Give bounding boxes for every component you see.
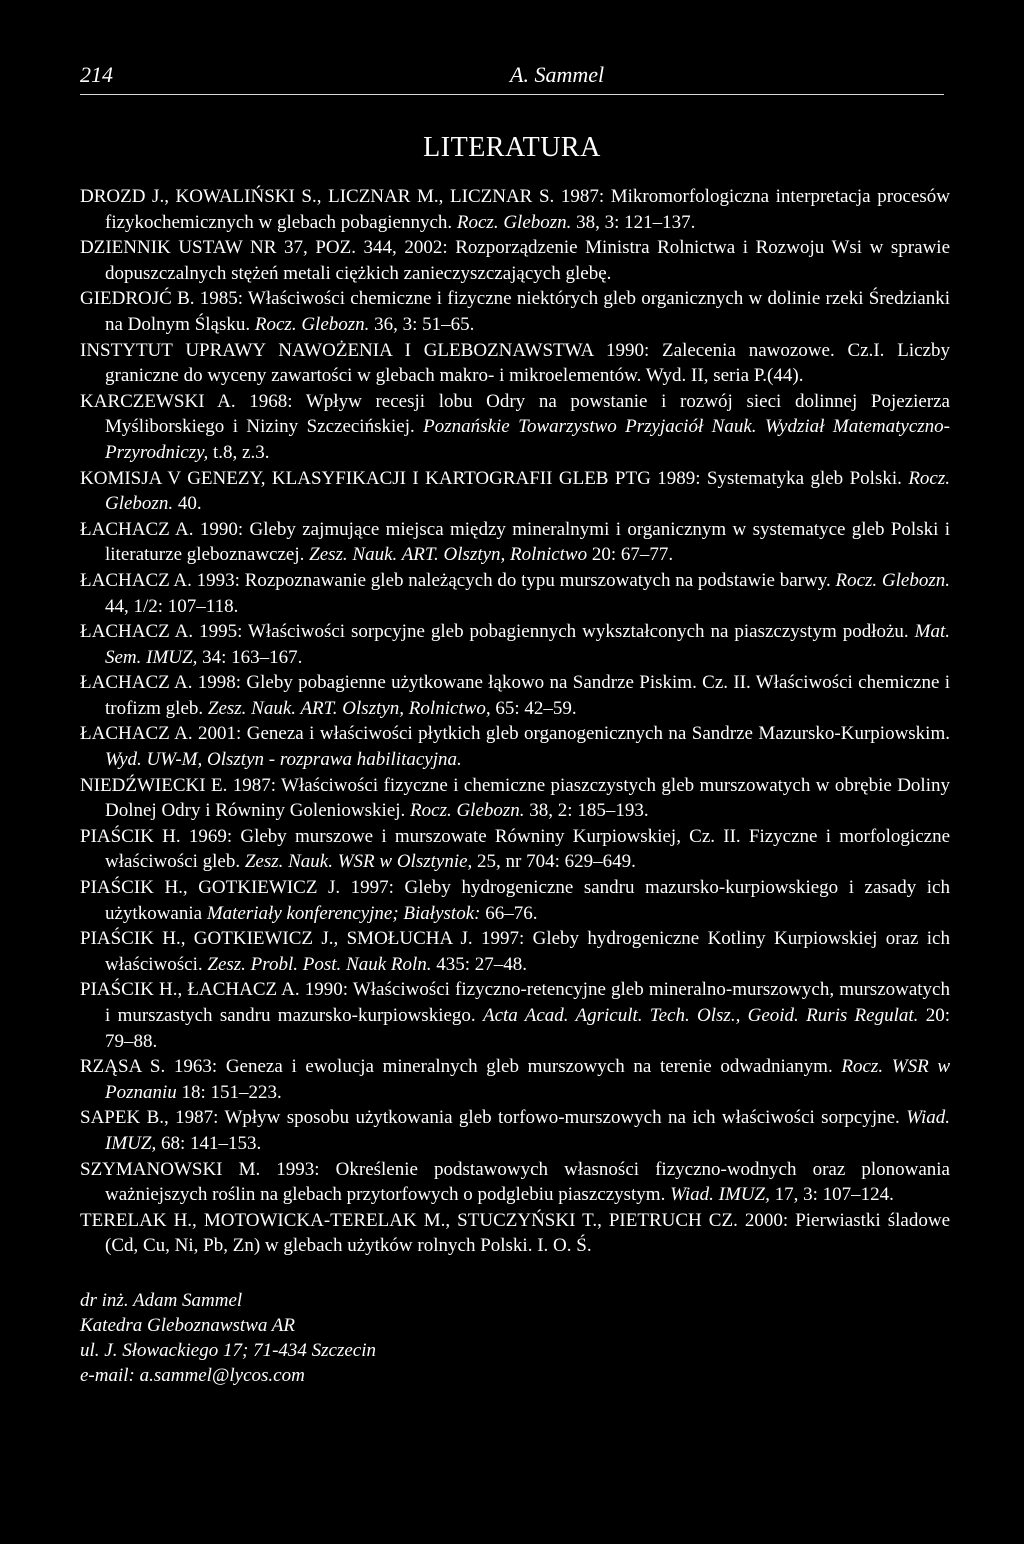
address-line: dr inż. Adam Sammel [80,1290,243,1311]
reference-entry [80,926,950,977]
reference-text: 25, nr 704: 629–649. [472,851,636,873]
reference-text: 435: 27–48. [431,953,528,975]
reference-text: 36, 3: 51–65. [369,313,475,335]
reference-journal: Rocz. WSR w Poznaniu [105,1056,951,1103]
reference-entry [80,184,950,235]
reference-entry [80,1157,950,1208]
reference-text: RZĄSA S. 1963: Geneza i ewolucja mineralnych gleb murszowych na terenie odwadnianym. [80,1056,842,1078]
reference-entry [80,1208,950,1259]
reference-text: 40. [173,493,202,515]
running-header [80,58,944,95]
reference-text: PIAŚCIK H., GOTKIEWICZ J., SMOŁUCHA J. 1997: Gleby hydrogeniczne Kotliny Kurpiowskiej oraz ich właściwości. [80,928,950,975]
reference-journal: Rocz. Glebozn. [456,211,572,233]
reference-journal: Materiały konferencyjne; Białystok: [206,902,481,924]
reference-text: PIAŚCIK H., ŁACHACZ A. 1990: Właściwości fizyczno-retencyjne gleb mineralno-murszowych, murszowatych i murszastych sandru mazursko-kurpiowskiego. [80,979,950,1026]
reference-text: 34: 163–167. [197,646,303,668]
reference-entry [80,721,950,772]
section-title [0,132,1024,164]
reference-journal: Rocz. Glebozn. [254,313,370,335]
reference-entry [80,619,950,670]
reference-entry [80,338,950,389]
author-address [80,1288,680,1388]
section-title-text: LITERATURA [423,132,601,163]
reference-text: 20: 79–88. [105,1005,950,1052]
reference-entry [80,389,950,466]
reference-text: 38, 3: 121–137. [571,211,696,233]
reference-list [80,184,950,1259]
reference-text: ŁACHACZ A. 1993: Rozpoznawanie gleb należących do typu murszowatych na podstawie barwy. [80,569,836,591]
reference-text: PIAŚCIK H. 1969: Gleby murszowe i murszowate Równiny Kurpiowskiej, Cz. II. Fizyczne i morfologiczne właściwości gleb. [80,825,950,873]
reference-entry [80,670,950,721]
reference-entry [80,1054,950,1105]
reference-text: t.8, z.3. [208,441,270,463]
reference-text: 18: 151–223. [176,1081,282,1103]
reference-text: 44, 1/2: 107–118. [105,595,239,617]
reference-entry [80,977,950,1054]
reference-journal: Wyd. UW-M, Olsztyn - rozprawa habilitacyjna. [105,749,462,771]
reference-journal: Rocz. Glebozn. [835,569,951,591]
reference-entry [80,773,950,824]
reference-text: KOMISJA V GENEZY, KLASYFIKACJI I KARTOGRAFII GLEB PTG 1989: Systematyka gleb Polski. [80,467,909,489]
reference-text: 66–76. [480,902,538,924]
reference-text: SZYMANOWSKI M. 1993: Określenie podstawowych własności fizyczno-wodnych oraz plonowania ważniejszych roślin na glebach przytorfowych o podglebiu piaszczystym. [80,1158,950,1206]
reference-text: GIEDROJĆ B. 1985: Właściwości chemiczne i fizyczne niektórych gleb organicznych w dolinie rzeki Średzianki na Dolnym Śląsku. [80,288,950,335]
reference-entry [80,1105,950,1156]
reference-text: 38, 2: 185–193. [524,800,649,822]
reference-journal: Wiad. IMUZ, [670,1184,770,1206]
reference-text: ŁACHACZ A. 1990: Gleby zajmujące miejsca między mineralnymi i organicznym w systematyce gleb Polski i literaturze gleboznawczej. [80,518,950,566]
reference-journal: Wiad. IMUZ, [105,1107,950,1154]
reference-text: KARCZEWSKI A. 1968: Wpływ recesji lobu Odry na powstanie i rozwój sieci dolinnej Pojezierza Myśliborskiego i Niziny Szczecińskiej. [80,390,950,438]
reference-text: PIAŚCIK H., GOTKIEWICZ J. 1997: Gleby hydrogeniczne sandru mazursko-kurpiowskiego i zasady ich użytkowania [80,877,950,924]
address-line: ul. J. Słowackiego 17; 71-434 Szczecin [80,1340,377,1361]
reference-entry [80,824,950,875]
reference-entry [80,517,950,568]
reference-journal: Acta Acad. Agricult. Tech. Olsz., Geoid. Ruris Regulat. [482,1005,919,1026]
reference-journal: Rocz. Glebozn. [410,800,525,822]
reference-entry [80,286,950,337]
reference-text: ŁACHACZ A. 1995: Właściwości sorpcyjne gleb pobagiennych wykształconych na piaszczystym podłożu. [80,621,915,643]
reference-text: DZIENNIK USTAW NR 37, POZ. 344, 2002: Rozporządzenie Ministra Rolnictwa i Rozwoju Wsi w sprawie dopuszczalnych stężeń metali ciężkich zanieczyszczających glebę. [80,237,950,284]
running-header-author: A. Sammel [510,62,605,87]
reference-text: INSTYTUT UPRAWY NAWOŻENIA I GLEBOZNAWSTWA 1990: Zalecenia nawozowe. Cz.I. Liczby graniczne do wyceny zawartości w glebach makro- i mikroelementów. Wyd. II, seria P.(44). [80,339,950,387]
reference-entry [80,466,950,517]
reference-entry [80,568,950,619]
reference-journal: Poznańskie Towarzystwo Przyjaciół Nauk. Wydział Matematyczno-Przyrodniczy, [105,416,950,463]
reference-text: 17, 3: 107–124. [769,1184,894,1206]
page-number: 214 [80,62,113,87]
reference-text: DROZD J., KOWALIŃSKI S., LICZNAR M., LICZNAR S. 1987: Mikromorfologiczna interpretacja procesów fizykochemicznych w glebach pobagiennych. [80,186,950,233]
reference-text: ŁACHACZ A. 2001: Geneza i właściwości płytkich gleb organogenicznych na Sandrze Mazursko-Kurpiowskim. [80,723,950,745]
reference-text: 65: 42–59. [490,697,577,719]
address-line: e-mail: a.sammel@lycos.com [80,1365,305,1386]
reference-journal: Zesz. Nauk. ART. Olsztyn, Rolnictwo [309,544,588,566]
reference-text: 68: 141–153. [156,1132,262,1154]
reference-text: TERELAK H., MOTOWICKA-TERELAK M., STUCZYŃSKI T., PIETRUCH CZ. 2000: Pierwiastki śladowe (Cd, Cu, Ni, Pb, Zn) w glebach użytków rolnych Polski. I. O. Ś. [80,1209,950,1257]
reference-text: 20: 67–77. [587,544,674,566]
reference-journal: Zesz. Nauk. WSR w Olsztynie, [244,851,473,873]
reference-text: ŁACHACZ A. 1998: Gleby pobagienne użytkowane łąkowo na Sandrze Piskim. Cz. II. Właściwości chemiczne i trofizm gleb. [80,672,950,719]
reference-entry [80,235,950,286]
reference-journal: Mat. Sem. IMUZ, [105,621,950,668]
address-line: Katedra Gleboznawstwa AR [80,1315,295,1336]
reference-journal: Rocz. Glebozn. [105,467,950,515]
reference-journal: Zesz. Probl. Post. Nauk Roln. [207,953,432,975]
reference-entry [80,875,950,926]
reference-text: NIEDŹWIECKI E. 1987: Właściwości fizyczne i chemiczne piaszczystych gleb murszowatych w obrębie Doliny Dolnej Odry i Równiny Goleniowskiej. [80,774,950,822]
reference-text: SAPEK B., 1987: Wpływ sposobu użytkowania gleb torfowo-murszowych na ich właściwości sorpcyjne. [80,1107,907,1129]
reference-journal: Zesz. Nauk. ART. Olsztyn, Rolnictwo, [207,697,491,719]
